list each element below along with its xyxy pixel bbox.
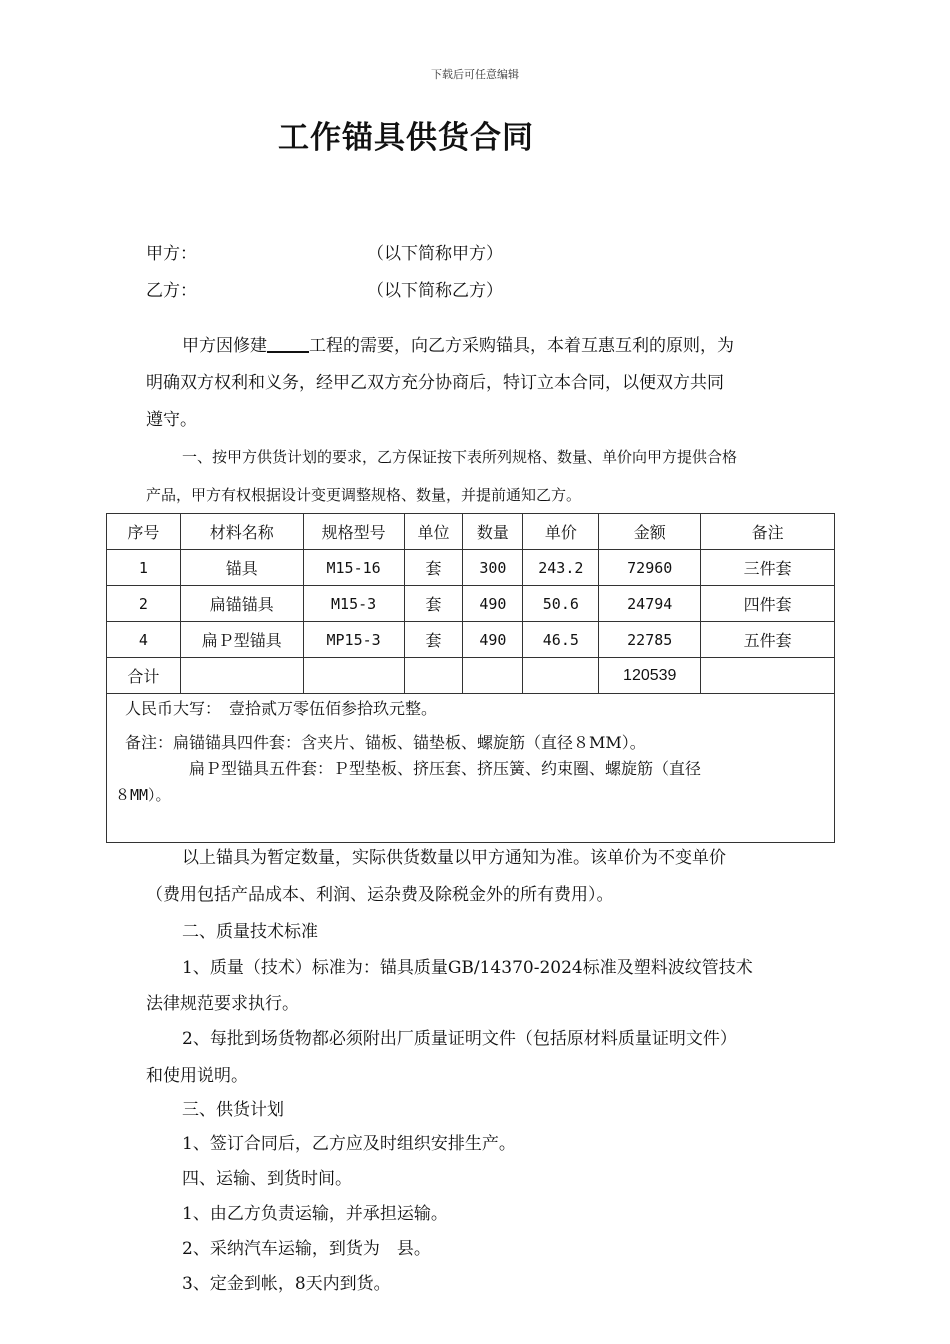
note-line-3: ８MM）。 xyxy=(115,786,171,804)
table-cell xyxy=(701,658,835,694)
quality-item-1: 1、质量（技术）标准为：锚具质量GB/14370-2024标准及塑料波纹管技术 xyxy=(182,958,753,978)
intro-line-1-end: 工程的需要，向乙方采购锚具，本着互惠互利的原则，为 xyxy=(309,336,734,356)
table-cell: M15-16 xyxy=(303,550,404,586)
table-cell: 300 xyxy=(463,550,523,586)
table-cell: 套 xyxy=(404,622,463,658)
table-row xyxy=(107,622,835,658)
party-b-note: （以下简称乙方） xyxy=(367,281,503,301)
intro-line-3: 遵守。 xyxy=(146,410,197,430)
table-header-cell: 单价 xyxy=(523,514,599,550)
table-notes-row xyxy=(107,694,835,843)
project-name-blank xyxy=(267,336,309,353)
table-cell: M15-3 xyxy=(303,586,404,622)
table-header-cell: 规格型号 xyxy=(303,514,404,550)
table-cell: 22785 xyxy=(599,622,701,658)
table-cell: MP15-3 xyxy=(303,622,404,658)
table-cell: 50.6 xyxy=(523,586,599,622)
table-cell: 24794 xyxy=(599,586,701,622)
quality-item-2-cont: 和使用说明。 xyxy=(146,1066,248,1086)
table-cell: 46.5 xyxy=(523,622,599,658)
goods-table xyxy=(106,513,835,843)
transport-item-2: 2、采纳汽车运输，到货为 县。 xyxy=(182,1239,431,1259)
header-note: 下载后可任意编辑 xyxy=(431,68,519,81)
total-label: 合计 xyxy=(107,658,181,694)
table-cell: 490 xyxy=(463,586,523,622)
table-row xyxy=(107,586,835,622)
intro-line-1-start: 甲方因修建 xyxy=(182,336,267,356)
note-line-1: 备注：扁锚锚具四件套：含夹片、锚板、锚垫板、螺旋筋（直径８MM）。 xyxy=(125,733,646,752)
table-cell: 套 xyxy=(404,586,463,622)
table-header-cell: 数量 xyxy=(463,514,523,550)
table-row xyxy=(107,550,835,586)
after-table-line-1: 以上锚具为暂定数量，实际供货数量以甲方通知为准。该单价为不变单价 xyxy=(182,848,726,868)
table-cell xyxy=(303,658,404,694)
clause-1-line-1: 一、按甲方供货计划的要求，乙方保证按下表所列规格、数量、单价向甲方提供合格 xyxy=(182,448,738,466)
table-cell: 72960 xyxy=(599,550,701,586)
table-total-row xyxy=(107,658,835,694)
transport-item-1: 1、由乙方负责运输，并承担运输。 xyxy=(182,1204,448,1224)
party-a-note: （以下简称甲方） xyxy=(367,244,503,264)
table-notes-cell xyxy=(107,694,835,843)
table-header-cell: 材料名称 xyxy=(180,514,303,550)
table-header-cell: 序号 xyxy=(107,514,181,550)
table-cell: 套 xyxy=(404,550,463,586)
after-table-line-2: （费用包括产品成本、利润、运杂费及除税金外的所有费用）。 xyxy=(146,885,614,905)
table-cell xyxy=(180,658,303,694)
table-header-cell: 金额 xyxy=(599,514,701,550)
note-line-2: 扁Ｐ型锚具五件套：Ｐ型垫板、挤压套、挤压簧、约束圈、螺旋筋（直径 xyxy=(189,759,702,778)
section-heading-transport: 四、运输、到货时间。 xyxy=(182,1169,352,1189)
intro-line-2: 明确双方权利和义务，经甲乙双方充分协商后，特订立本合同，以便双方共同 xyxy=(146,373,724,393)
section-heading-quality: 二、质量技术标准 xyxy=(182,922,318,942)
clause-1-line-2: 产品，甲方有权根据设计变更调整规格、数量，并提前通知乙方。 xyxy=(146,486,582,504)
section-heading-supply: 三、供货计划 xyxy=(182,1100,284,1120)
quality-item-1-cont: 法律规范要求执行。 xyxy=(146,994,299,1014)
table-header-cell: 单位 xyxy=(404,514,463,550)
table-cell: 三件套 xyxy=(701,550,835,586)
table-cell: 扁Ｐ型锚具 xyxy=(180,622,303,658)
table-cell xyxy=(523,658,599,694)
intro-line-1 xyxy=(182,328,734,365)
table-cell xyxy=(404,658,463,694)
table-header-row xyxy=(107,514,835,550)
table-header-cell: 备注 xyxy=(701,514,835,550)
rmb-amount-line: 人民币大写： 壹拾贰万零伍佰参拾玖元整。 xyxy=(125,699,438,718)
supply-item-1: 1、签订合同后，乙方应及时组织安排生产。 xyxy=(182,1134,516,1154)
transport-item-3: 3、定金到帐，8天内到货。 xyxy=(182,1274,391,1294)
table-cell: 四件套 xyxy=(701,586,835,622)
table-cell: 锚具 xyxy=(180,550,303,586)
table-cell: 4 xyxy=(107,622,181,658)
table-cell: 490 xyxy=(463,622,523,658)
table-cell: 1 xyxy=(107,550,181,586)
table-cell: 扁锚锚具 xyxy=(180,586,303,622)
table-cell: 2 xyxy=(107,586,181,622)
table-cell xyxy=(463,658,523,694)
party-b-label: 乙方： xyxy=(146,281,197,301)
table-cell: 五件套 xyxy=(701,622,835,658)
quality-item-2: 2、每批到场货物都必须附出厂质量证明文件（包括原材料质量证明文件） xyxy=(182,1029,737,1049)
document-title: 工作锚具供货合同 xyxy=(278,120,534,156)
party-a-label: 甲方： xyxy=(146,244,197,264)
table-cell: 243.2 xyxy=(523,550,599,586)
total-amount: 120539 xyxy=(599,658,701,694)
